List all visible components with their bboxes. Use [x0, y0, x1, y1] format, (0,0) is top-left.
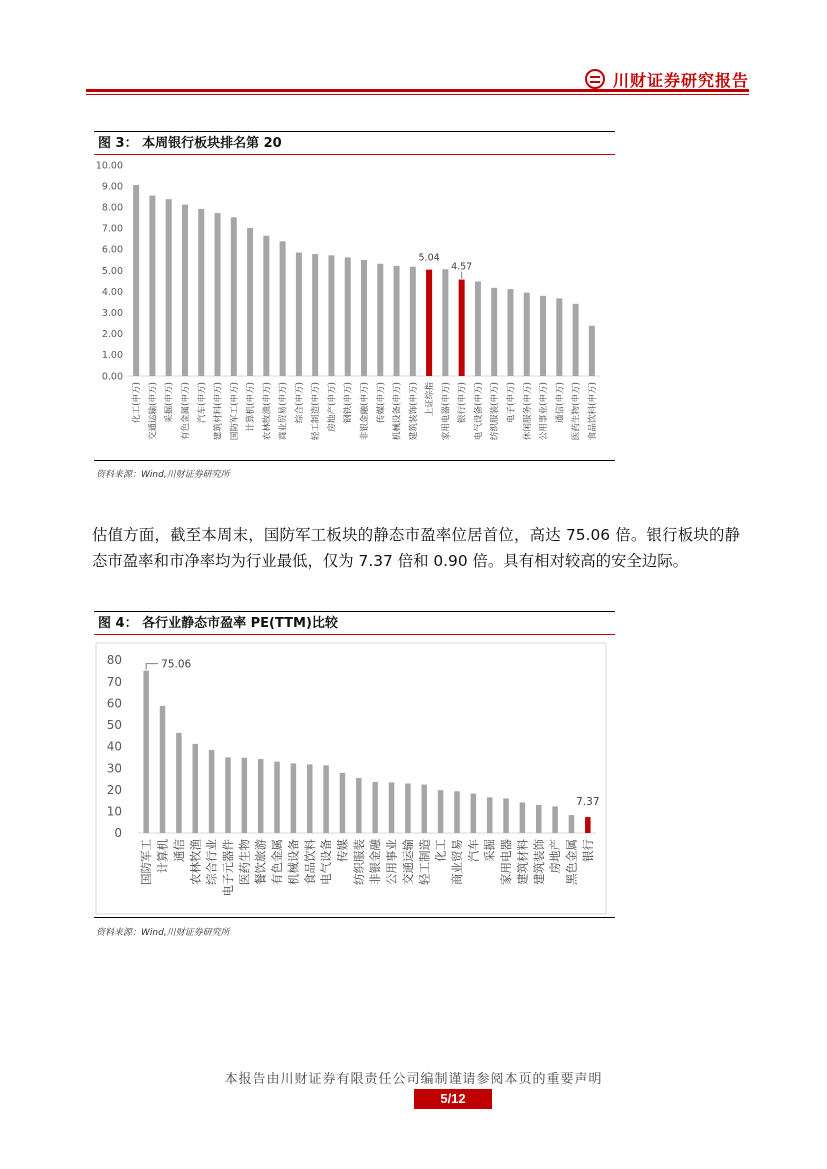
x-category-label: 建筑材料: [515, 839, 530, 885]
y-tick-label: 10.00: [95, 160, 123, 172]
y-tick-label: 50: [106, 718, 122, 733]
x-category-label: 轻工制造(申万): [311, 382, 322, 441]
data-label: 75.06: [161, 658, 192, 671]
figure3-bottom-rule: [94, 460, 615, 461]
x-category-label: 电子元器件: [220, 839, 235, 897]
x-category-label: 综合(申万): [294, 382, 305, 424]
x-category-label: 机械设备: [286, 839, 301, 885]
bar: [143, 671, 149, 833]
bar: [231, 217, 237, 376]
x-category-label: 医药生物(申万): [571, 382, 582, 441]
bar: [569, 815, 575, 833]
bar: [491, 288, 497, 376]
x-category-label: 交通运输: [400, 839, 415, 885]
x-category-label: 化工: [433, 839, 448, 862]
bar: [372, 782, 378, 833]
bar: [345, 257, 351, 376]
x-category-label: 建筑装饰(申万): [408, 382, 419, 441]
x-category-label: 家用电器: [499, 839, 514, 885]
bar: [536, 805, 542, 833]
y-tick-label: 4.00: [101, 286, 123, 298]
data-label-leader: [146, 664, 158, 670]
bar: [307, 764, 313, 833]
bar: [193, 744, 199, 833]
x-category-label: 上证综指: [425, 382, 436, 417]
x-category-label: 休闲服务(申万): [522, 382, 533, 441]
y-tick-label: 9.00: [101, 181, 123, 193]
x-category-label: 传媒(申万): [376, 382, 387, 424]
bar: [589, 326, 595, 376]
bar: [291, 763, 297, 833]
x-category-label: 非银金融: [368, 839, 383, 885]
x-category-label: 国防军工(申万): [229, 382, 240, 441]
x-category-label: 交通运输(申万): [148, 382, 159, 441]
x-category-label: 机械设备(申万): [392, 382, 403, 441]
valuation-paragraph: 估值方面，截至本周末，国防军工板块的静态市盈率位居首位，高达 75.06 倍。银行板块的静态市盈率和市净率均为行业最低，仅为 7.37 倍和 0.90 倍。具有相对较高的安全边际。: [92, 526, 740, 570]
bar: [503, 798, 509, 833]
bar: [209, 750, 215, 833]
y-tick-label: 0.00: [101, 371, 123, 383]
y-tick-label: 40: [106, 739, 122, 754]
bar: [454, 791, 460, 833]
bar: [487, 797, 493, 833]
page-number: 5/12: [414, 1089, 492, 1109]
x-category-label: 有色金属(申万): [180, 382, 191, 441]
figure4-source: 资料来源：Wind,川财证券研究所: [96, 928, 230, 938]
x-category-label: 食品饮料(申万): [587, 382, 598, 441]
bar: [585, 817, 591, 833]
bar: [422, 785, 428, 833]
x-category-label: 汽车: [466, 839, 481, 862]
y-tick-label: 7.00: [101, 223, 123, 235]
y-tick-label: 5.00: [101, 265, 123, 277]
x-category-label: 化工(申万): [132, 382, 143, 424]
bar: [394, 266, 400, 376]
x-category-label: 通信(申万): [555, 382, 566, 424]
bar: [340, 773, 346, 833]
brand-logo-icon: [585, 69, 605, 89]
bar: [442, 269, 448, 376]
figure3-source: 资料来源：Wind,川财证券研究所: [96, 470, 230, 480]
bar: [356, 778, 362, 833]
bar: [280, 241, 286, 376]
x-category-label: 轻工制造: [417, 839, 432, 885]
y-tick-label: 70: [106, 674, 122, 689]
x-category-label: 计算机(申万): [246, 382, 257, 432]
x-category-label: 纺织服装(申万): [490, 382, 501, 441]
x-category-label: 国防军工: [139, 839, 154, 885]
x-category-label: 房地产: [548, 839, 563, 874]
y-tick-label: 30: [106, 761, 122, 776]
bar: [520, 803, 526, 833]
x-category-label: 纺织服装: [351, 839, 366, 885]
x-category-label: 商业贸易: [449, 839, 464, 885]
bar: [160, 706, 166, 833]
x-category-label: 医药生物: [237, 839, 252, 885]
bar: [176, 733, 182, 833]
x-category-label: 有色金属: [270, 839, 285, 885]
bar: [524, 293, 530, 376]
y-tick-label: 0: [114, 826, 122, 841]
bar: [274, 762, 280, 833]
bar: [361, 260, 367, 376]
bar: [242, 758, 248, 833]
figure3-title: 图 3： 本周银行板块排名第 20: [94, 131, 615, 155]
bar: [507, 289, 513, 376]
bar: [459, 280, 465, 376]
data-label: 7.37: [576, 796, 600, 809]
bar: [438, 790, 444, 833]
bar: [198, 209, 204, 376]
x-category-label: 食品饮料: [302, 839, 317, 885]
bar: [426, 270, 432, 376]
figure4-bar-chart: [94, 640, 615, 915]
figure4-title: 图 4： 各行业静态市盈率 PE(TTM)比较: [94, 611, 615, 635]
x-category-label: 综合行业: [204, 839, 219, 885]
x-category-label: 银行(申万): [457, 382, 468, 424]
bar: [556, 298, 562, 376]
x-category-label: 公用事业: [384, 839, 399, 885]
bar: [133, 185, 139, 376]
x-category-label: 电子(申万): [506, 382, 517, 424]
y-tick-label: 6.00: [101, 244, 123, 256]
bar: [389, 782, 395, 833]
x-category-label: 农林牧渔(申万): [262, 382, 273, 441]
y-tick-label: 8.00: [101, 202, 123, 214]
bar: [552, 806, 558, 833]
x-category-label: 非银金融(申万): [360, 382, 371, 441]
bar: [263, 236, 269, 376]
bar: [182, 205, 188, 376]
y-tick-label: 3.00: [101, 308, 123, 320]
x-category-label: 采掘(申万): [164, 382, 175, 424]
x-category-label: 公用事业(申万): [539, 382, 550, 441]
figure3-bar-chart: [94, 156, 615, 460]
x-category-label: 餐饮旅游: [253, 839, 268, 885]
bar: [215, 213, 221, 376]
bar: [149, 196, 155, 376]
y-tick-label: 1.00: [101, 350, 123, 362]
data-label: 4.57: [451, 261, 473, 273]
bar: [225, 757, 231, 833]
bar: [247, 228, 253, 376]
bar: [405, 783, 411, 833]
bar: [328, 255, 334, 376]
x-category-label: 采掘: [482, 839, 497, 862]
x-category-label: 农林牧渔: [188, 839, 203, 885]
x-category-label: 计算机: [155, 839, 170, 874]
y-tick-label: 80: [106, 653, 122, 668]
y-tick-label: 2.00: [101, 329, 123, 341]
x-category-label: 建筑装饰: [531, 839, 546, 885]
x-category-label: 电气设备(申万): [473, 382, 484, 441]
bar: [573, 304, 579, 376]
x-category-label: 家用电器(申万): [441, 382, 452, 441]
x-category-label: 建筑材料(申万): [213, 382, 224, 441]
x-category-label: 银行: [580, 839, 595, 862]
x-category-label: 通信: [171, 839, 186, 862]
bar: [471, 794, 477, 833]
bar: [166, 199, 172, 376]
bar: [258, 759, 264, 833]
bar: [323, 765, 329, 833]
header-rule-thin: [86, 94, 749, 95]
data-label: 5.04: [418, 252, 440, 264]
x-category-label: 钢铁(申万): [343, 382, 354, 424]
y-tick-label: 10: [106, 804, 122, 819]
bar: [540, 296, 546, 376]
figure4-bottom-rule: [94, 917, 615, 918]
x-category-label: 电气设备: [319, 839, 334, 885]
x-category-label: 汽车(申万): [197, 382, 208, 424]
footer-disclaimer: 本报告由川财证券有限责任公司编制谨请参阅本页的重要声明: [224, 1072, 603, 1087]
x-category-label: 房地产(申万): [327, 382, 338, 432]
y-tick-label: 60: [106, 696, 122, 711]
x-category-label: 传媒: [335, 839, 350, 862]
bar: [410, 267, 416, 376]
bar: [475, 281, 481, 376]
y-tick-label: 20: [106, 782, 122, 797]
brand-name: 川财证券研究报告: [612, 70, 749, 90]
bar: [312, 254, 318, 376]
header-rule: [86, 89, 749, 92]
x-category-label: 商业贸易(申万): [278, 382, 289, 441]
bar: [296, 253, 302, 376]
bar: [377, 264, 383, 376]
x-category-label: 黑色金属: [564, 839, 579, 885]
